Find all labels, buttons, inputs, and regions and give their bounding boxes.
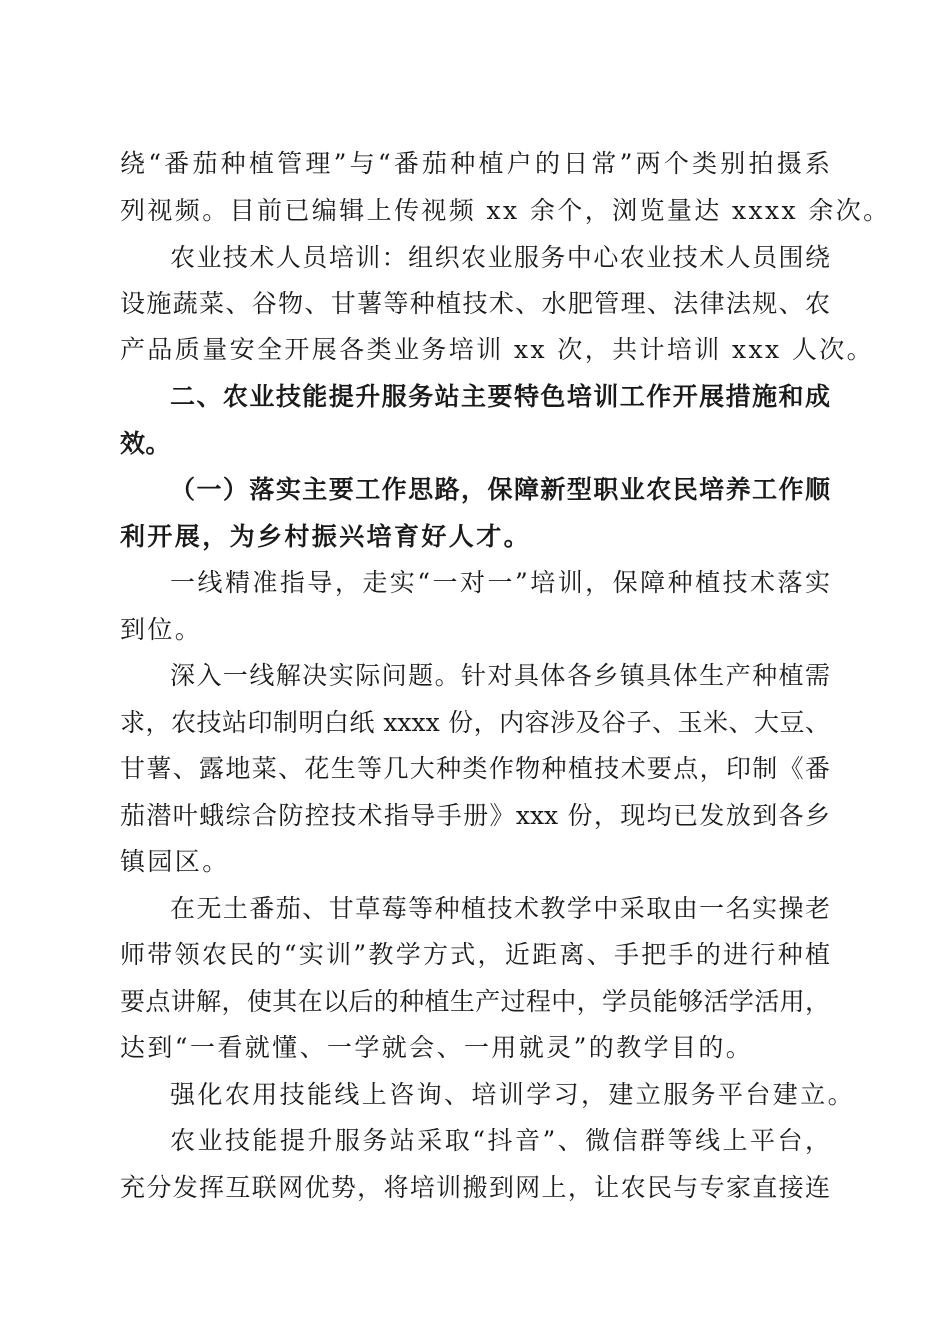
body-text-line: 设施蔬菜、谷物、甘薯等种植技术、水肥管理、法律法规、农 bbox=[120, 289, 830, 318]
section-heading: 二、农业技能提升服务站主要特色培训工作开展措施和成 bbox=[170, 382, 830, 411]
subsection-heading: （一）落实主要工作思路，保障新型职业农民培养工作顺 bbox=[170, 475, 830, 504]
body-text-line: 甘薯、露地菜、花生等几大种类作物种植技术要点，印制《番 bbox=[120, 754, 830, 783]
body-text-line: 绕“番茄种植管理”与“番茄种植户的日常”两个类别拍摄系 bbox=[120, 149, 830, 178]
body-text-line: 农业技术人员培训：组织农业服务中心农业技术人员围绕 bbox=[170, 243, 830, 272]
body-text-line: 师带领农民的“实训”教学方式，近距离、手把手的进行种植 bbox=[120, 940, 830, 969]
section-heading: 效。 bbox=[120, 429, 171, 458]
body-text-line: 到位。 bbox=[120, 615, 203, 644]
body-text-line: 在无土番茄、甘草莓等种植技术教学中采取由一名实操老 bbox=[170, 894, 830, 923]
body-text-line: 茄潜叶蛾综合防控技术指导手册》xxx 份，现均已发放到各乡 bbox=[120, 801, 830, 830]
body-text-line: 求，农技站印制明白纸 xxxx 份，内容涉及谷子、玉米、大豆、 bbox=[120, 708, 830, 737]
body-text-line: 列视频。目前已编辑上传视频 xx 余个，浏览量达 xxxx 余次。 bbox=[120, 196, 891, 225]
body-text-line: 深入一线解决实际问题。针对具体各乡镇具体生产种植需 bbox=[170, 661, 830, 690]
body-text-line: 达到“一看就懂、一学就会、一用就灵”的教学目的。 bbox=[120, 1033, 754, 1062]
body-text-line: 农业技能提升服务站采取“抖音”、微信群等线上平台， bbox=[170, 1126, 830, 1155]
subsection-heading: 利开展，为乡村振兴培育好人才。 bbox=[120, 522, 532, 551]
body-text-line: 产品质量安全开展各类业务培训 xx 次，共计培训 xxx 人次。 bbox=[120, 335, 875, 364]
body-text-line: 要点讲解，使其在以后的种植生产过程中，学员能够活学活用， bbox=[120, 987, 830, 1016]
body-text-line: 镇园区。 bbox=[120, 847, 230, 876]
body-text-line: 充分发挥互联网优势，将培训搬到网上，让农民与专家直接连 bbox=[120, 1173, 830, 1202]
body-text-line: 强化农用技能线上咨询、培训学习，建立服务平台建立。 bbox=[170, 1080, 856, 1109]
body-text-line: 一线精准指导，走实“一对一”培训，保障种植技术落实 bbox=[170, 568, 830, 597]
